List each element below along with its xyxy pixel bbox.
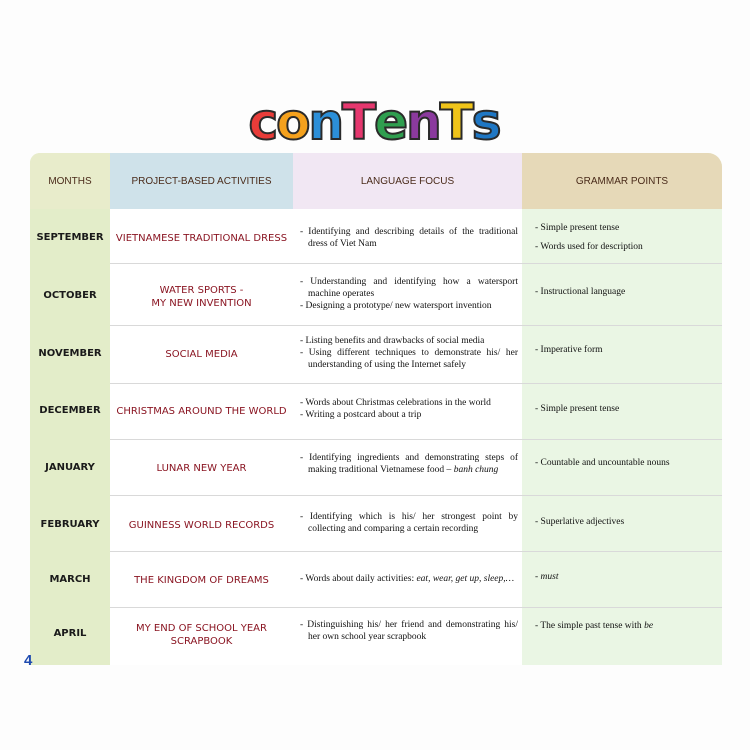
project-line: SCRAPBOOK [170, 636, 233, 647]
project-cell [110, 284, 293, 310]
title-letter: n [308, 93, 345, 151]
project-cell [110, 232, 293, 245]
grammar-cell [535, 571, 720, 590]
language-text: - Words about daily activities: [300, 574, 417, 584]
project-cell [110, 405, 293, 418]
language-cell [300, 335, 518, 371]
month-cell: OCTOBER [43, 290, 97, 301]
project-line: MY END OF SCHOOL YEAR [136, 623, 267, 634]
month-cell: DECEMBER [39, 405, 101, 416]
grammar-italic: be [644, 621, 654, 631]
language-item: - Identifying and describing details of the traditional dress of Viet Nam [300, 227, 518, 249]
language-cell [300, 452, 518, 476]
title-letter: T [342, 93, 377, 151]
grammar-item: - Instructional language [535, 287, 626, 297]
language-cell [300, 276, 518, 312]
language-italic: eat, wear, get up, sleep,… [416, 574, 515, 584]
grammar-item [535, 620, 720, 632]
language-cell [300, 573, 518, 585]
language-item: - Listing benefits and drawbacks of social media [300, 336, 485, 346]
title-letter: o [276, 93, 311, 151]
grammar-text: - [535, 572, 541, 582]
grammar-item: - Countable and uncountable nouns [535, 458, 670, 468]
grammar-item: - Simple present tense [535, 404, 620, 414]
row-divider [110, 325, 722, 326]
page-number: 4 [24, 652, 33, 669]
row-divider [110, 551, 722, 552]
grammar-italic: must [540, 572, 559, 582]
language-item: - Using different techniques to demonstrate his/ her understanding of using the Internet safely [300, 348, 518, 370]
contents-title [0, 92, 750, 152]
grammar-item: - Words used for description [535, 242, 643, 252]
language-item: - Words about Christmas celebrations in the world [300, 398, 491, 408]
month-cell: MARCH [49, 574, 91, 585]
grammar-cell [535, 457, 720, 476]
project-line: WATER SPORTS - [159, 285, 244, 296]
project-line: MY NEW INVENTION [151, 298, 252, 309]
project-cell [110, 348, 293, 361]
grammar-item: - Imperative form [535, 345, 603, 355]
project-line: LUNAR NEW YEAR [156, 463, 247, 474]
month-cell: APRIL [53, 628, 87, 639]
language-item: - Writing a postcard about a trip [300, 410, 422, 420]
month-cell: NOVEMBER [38, 348, 102, 359]
grammar-text: - The simple past tense with [535, 621, 645, 631]
grammar-cell [535, 344, 720, 363]
row-divider [110, 263, 722, 264]
title-letter: c [248, 93, 279, 151]
header-language: LANGUAGE FOCUS [293, 153, 522, 209]
language-item: - Understanding and identifying how a watersport machine operates [300, 277, 518, 299]
project-line: VIETNAMESE TRADITIONAL DRESS [115, 233, 288, 244]
month-cell: SEPTEMBER [36, 232, 104, 243]
project-cell [110, 622, 293, 648]
language-item: - Identifying which is his/ her strongest point by collecting and comparing a certain recording [300, 512, 518, 534]
grammar-cell [535, 516, 720, 535]
language-italic: banh chung [453, 465, 499, 475]
grammar-cell [535, 620, 720, 639]
grammar-cell [535, 403, 720, 422]
title-letter: s [471, 93, 502, 151]
title-letter: T [439, 93, 474, 151]
project-cell [110, 462, 293, 475]
project-line: CHRISTMAS AROUND THE WORLD [116, 406, 287, 417]
project-cell [110, 574, 293, 587]
language-item: - Distinguishing his/ her friend and demonstrating his/ her own school year scrapbook [300, 620, 518, 642]
language-item [300, 573, 518, 585]
grammar-item [535, 571, 720, 583]
language-text: - Identifying ingredients and demonstrating steps of making traditional Vietnamese food – [300, 453, 518, 475]
language-cell [300, 619, 518, 643]
project-cell [110, 519, 293, 532]
grammar-item: - Simple present tense [535, 223, 620, 233]
grammar-cell [535, 286, 720, 305]
month-cell: JANUARY [45, 462, 95, 473]
title-letter: n [406, 93, 442, 151]
header-project: PROJECT-BASED ACTIVITIES [110, 153, 293, 209]
title-letter: e [374, 93, 409, 151]
project-line: THE KINGDOM OF DREAMS [134, 575, 269, 586]
header-months: MONTHS [30, 153, 110, 209]
grammar-item: - Superlative adjectives [535, 517, 625, 527]
project-line: SOCIAL MEDIA [165, 349, 238, 360]
language-item [300, 452, 518, 476]
language-item: - Designing a prototype/ new watersport invention [300, 301, 492, 311]
row-divider [110, 495, 722, 496]
row-divider [110, 439, 722, 440]
language-cell [300, 397, 518, 421]
row-divider [110, 607, 722, 608]
header-grammar: GRAMMAR POINTS [522, 153, 722, 209]
row-divider [110, 383, 722, 384]
language-cell [300, 226, 518, 250]
project-line: GUINNESS WORLD RECORDS [128, 520, 275, 531]
contents-table [30, 153, 722, 665]
month-cell: FEBRUARY [40, 519, 100, 530]
language-cell [300, 511, 518, 535]
grammar-cell [535, 222, 720, 260]
